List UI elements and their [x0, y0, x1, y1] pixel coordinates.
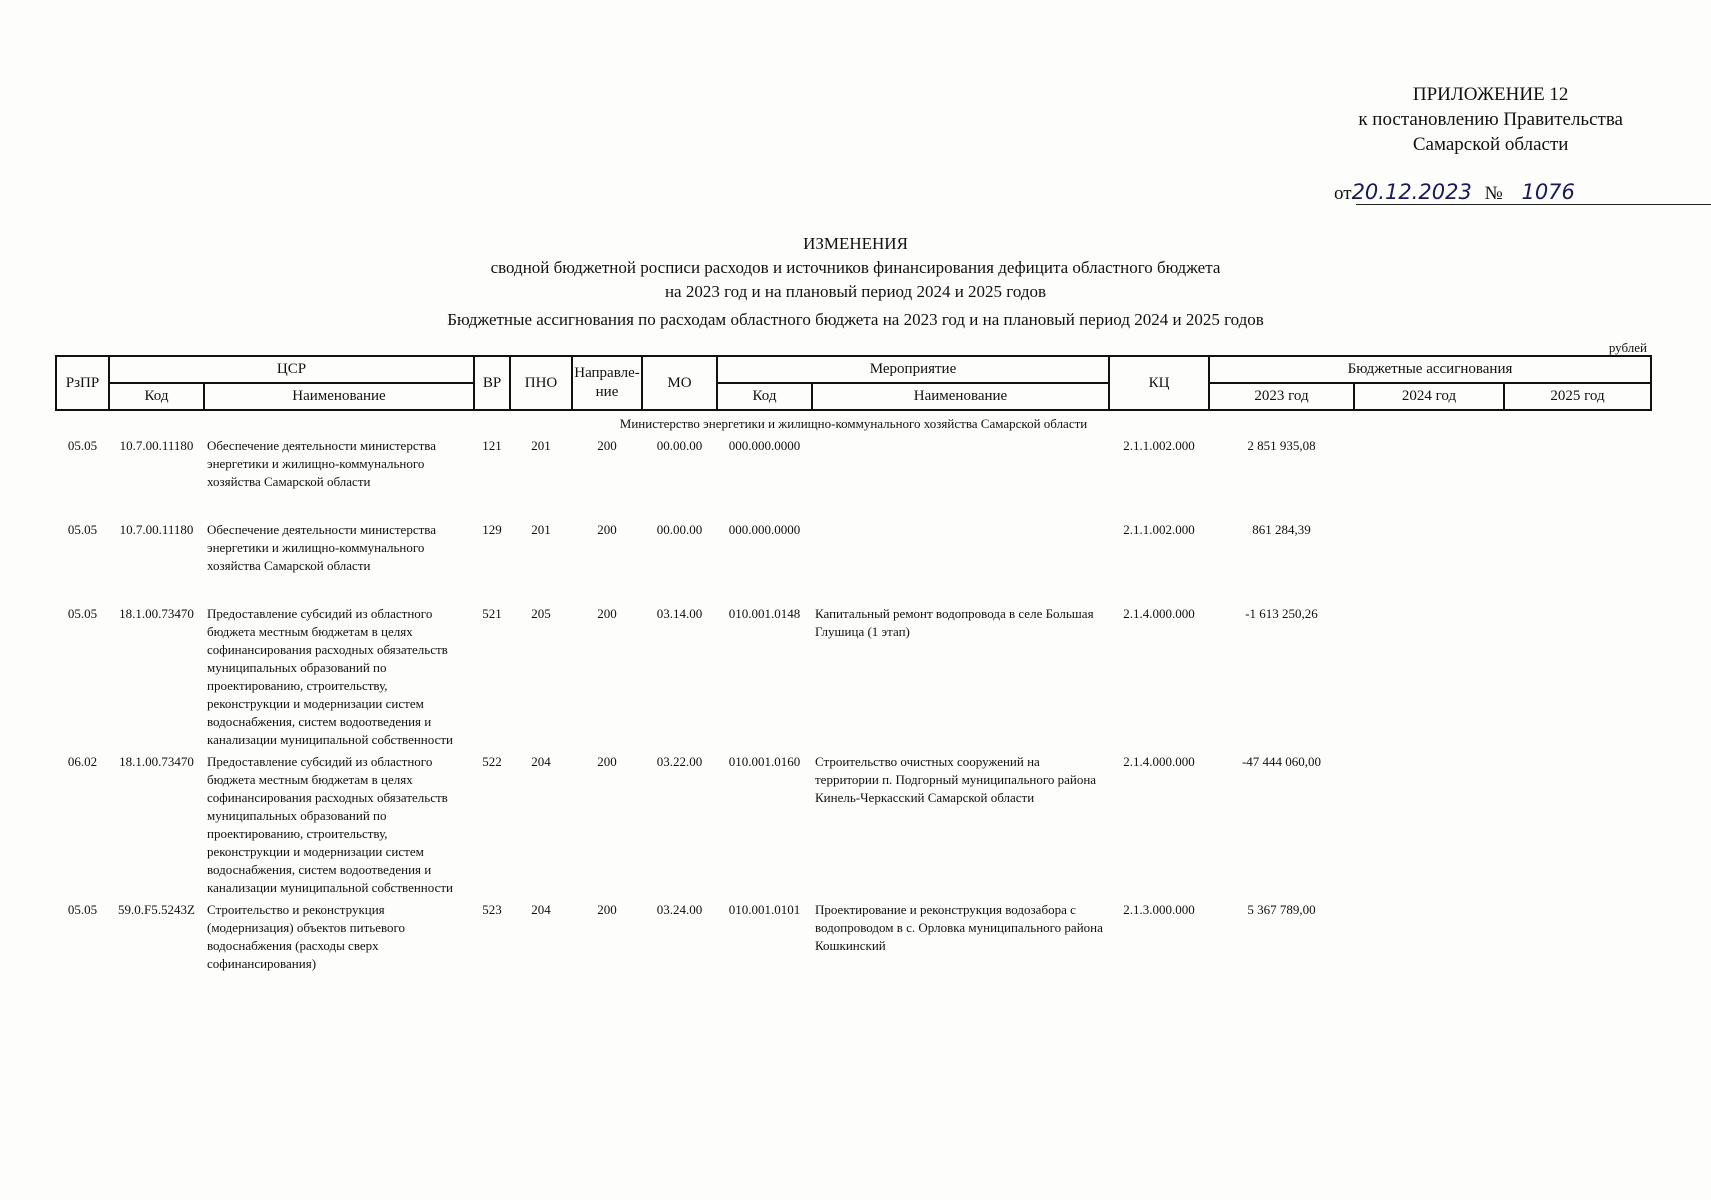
cell-rzpr: 06.02: [67, 754, 98, 769]
cell-csr-code: 10.7.00.11180: [119, 438, 194, 453]
header-napr: Направле-ние: [572, 356, 642, 410]
header-event: Мероприятие: [717, 356, 1109, 383]
cell-vr: 522: [482, 754, 502, 769]
cell-pno: 201: [531, 438, 551, 453]
cell-vr: 521: [482, 606, 502, 621]
appendix-region: Самарской области: [1412, 134, 1569, 155]
header-event-code: Код: [717, 383, 812, 410]
cell-2025: [1504, 517, 1651, 575]
cell-csr-name: Обеспечение деятельности министерства энергетики и жилищно-коммунального хозяйства Самарской области: [207, 522, 437, 573]
header-csr: ЦСР: [109, 356, 474, 383]
cell-napr: 200: [597, 522, 617, 537]
cell-event-code: 000.000.0000: [728, 522, 801, 537]
decree-number: 1076: [1521, 180, 1575, 204]
cell-mo: 03.24.00: [656, 902, 703, 917]
cell-napr: 200: [597, 754, 617, 769]
header-pno: ПНО: [510, 356, 572, 410]
cell-mo: 00.00.00: [656, 438, 703, 453]
decree-date: 20.12.2023: [1351, 180, 1472, 204]
cell-mo: 00.00.00: [656, 522, 703, 537]
cell-event-name: Строительство очистных сооружений на территории п. Подгорный муниципального района Кинель-Черкасский Самарской области: [815, 754, 1097, 805]
cell-pno: 201: [531, 522, 551, 537]
cell-2024: [1354, 517, 1504, 575]
header-mo: МО: [642, 356, 717, 410]
document-subtitle: Бюджетные ассигнования по расходам областного бюджета на 2023 год и на плановый период 2024 и 2025 годов: [447, 310, 1264, 329]
table-row: [56, 517, 1651, 575]
title-heading: ИЗМЕНЕНИЯ: [803, 234, 908, 253]
header-csr-name: Наименование: [204, 383, 474, 410]
header-year-2024: 2024 год: [1354, 383, 1504, 410]
budget-table: [55, 355, 1652, 973]
cell-kc: 2.1.1.002.000: [1123, 522, 1195, 537]
cell-napr: 200: [597, 606, 617, 621]
header-year-2023: 2023 год: [1209, 383, 1354, 410]
cell-2025: [1504, 601, 1651, 749]
cell-csr-name: Обеспечение деятельности министерства энергетики и жилищно-коммунального хозяйства Самарской области: [207, 438, 437, 489]
decree-date-underline: [1356, 204, 1711, 205]
cell-event-code: 010.001.0148: [728, 606, 801, 621]
cell-vr: 523: [482, 902, 502, 917]
title-description: сводной бюджетной росписи расходов и источников финансирования дефицита областного бюджета: [490, 258, 1221, 277]
cell-2024: [1354, 433, 1504, 491]
cell-csr-code: 10.7.00.11180: [119, 522, 194, 537]
document-title: [0, 232, 1711, 304]
cell-pno: 204: [531, 754, 551, 769]
cell-2024: [1354, 601, 1504, 749]
table-row: [56, 749, 1651, 897]
header-vr: ВР: [474, 356, 510, 410]
appendix-number: ПРИЛОЖЕНИЕ 12: [1412, 84, 1569, 105]
decree-line: [1334, 180, 1575, 205]
cell-kc: 2.1.4.000.000: [1123, 606, 1195, 621]
cell-rzpr: 05.05: [67, 522, 98, 537]
title-period: на 2023 год и на плановый период 2024 и 2025 годов: [664, 282, 1047, 301]
decree-prefix: от: [1334, 183, 1352, 204]
cell-event-name: Проектирование и реконструкция водозабора с водопроводом в с. Орловка муниципального района Кошкинский: [815, 902, 1103, 953]
cell-event-name: [812, 517, 1109, 575]
cell-event-name: Капитальный ремонт водопровода в селе Большая Глушица (1 этап): [815, 606, 1094, 639]
cell-event-code: 000.000.0000: [728, 438, 801, 453]
appendix-reference: к постановлению Правительства: [1358, 109, 1623, 130]
cell-kc: 2.1.3.000.000: [1123, 902, 1195, 917]
cell-2023: -47 444 060,00: [1241, 754, 1322, 769]
cell-event-code: 010.001.0101: [728, 902, 801, 917]
cell-rzpr: 05.05: [67, 902, 98, 917]
cell-event-name: [812, 433, 1109, 491]
cell-mo: 03.22.00: [656, 754, 703, 769]
header-kc: КЦ: [1109, 356, 1209, 410]
table-row: [56, 897, 1651, 973]
header-year-2025: 2025 год: [1504, 383, 1651, 410]
cell-mo: 03.14.00: [656, 606, 703, 621]
decree-number-label: №: [1484, 183, 1503, 204]
appendix-block: [1358, 82, 1623, 157]
header-allocations: Бюджетные ассигнования: [1209, 356, 1651, 383]
ministry-row: Министерство энергетики и жилищно-коммунального хозяйства Самарской области: [619, 416, 1088, 431]
table-row: [56, 433, 1651, 491]
header-event-name: Наименование: [812, 383, 1109, 410]
cell-csr-code: 18.1.00.73470: [119, 606, 194, 621]
cell-napr: 200: [597, 902, 617, 917]
cell-pno: 204: [531, 902, 551, 917]
cell-2024: [1354, 897, 1504, 973]
cell-pno: 205: [531, 606, 551, 621]
cell-2023: 861 284,39: [1252, 522, 1311, 537]
header-rzpr: РзПР: [56, 356, 109, 410]
cell-rzpr: 05.05: [67, 606, 98, 621]
cell-vr: 121: [482, 438, 502, 453]
cell-2023: -1 613 250,26: [1245, 606, 1318, 621]
cell-csr-name: Предоставление субсидий из областного бюджета местным бюджетам в целях софинансирования расходных обязательств муниципальных образований по проектированию, строительству, реконструкции и модернизации систем водоснабжения, систем водоотведения и канализации муниципальной собственности: [207, 754, 453, 895]
cell-2024: [1354, 749, 1504, 897]
cell-napr: 200: [597, 438, 617, 453]
cell-2023: 5 367 789,00: [1247, 902, 1316, 917]
cell-2025: [1504, 433, 1651, 491]
cell-2025: [1504, 897, 1651, 973]
cell-csr-code: 18.1.00.73470: [119, 754, 194, 769]
cell-csr-name: Предоставление субсидий из областного бюджета местным бюджетам в целях софинансирования расходных обязательств муниципальных образований по проектированию, строительству, реконструкции и модернизации систем водоснабжения, систем водоотведения и канализации муниципальной собственности: [207, 606, 453, 747]
cell-csr-code: 59.0.F5.5243Z: [118, 902, 195, 917]
cell-kc: 2.1.1.002.000: [1123, 438, 1195, 453]
table-row: [56, 601, 1651, 749]
cell-2025: [1504, 749, 1651, 897]
cell-kc: 2.1.4.000.000: [1123, 754, 1195, 769]
cell-vr: 129: [482, 522, 502, 537]
cell-event-code: 010.001.0160: [728, 754, 801, 769]
units-label: рублей: [1608, 340, 1647, 355]
cell-rzpr: 05.05: [67, 438, 98, 453]
cell-csr-name: Строительство и реконструкция (модернизация) объектов питьевого водоснабжения (расходы сверх софинансирования): [207, 902, 406, 971]
header-csr-code: Код: [109, 383, 204, 410]
cell-2023: 2 851 935,08: [1247, 438, 1316, 453]
